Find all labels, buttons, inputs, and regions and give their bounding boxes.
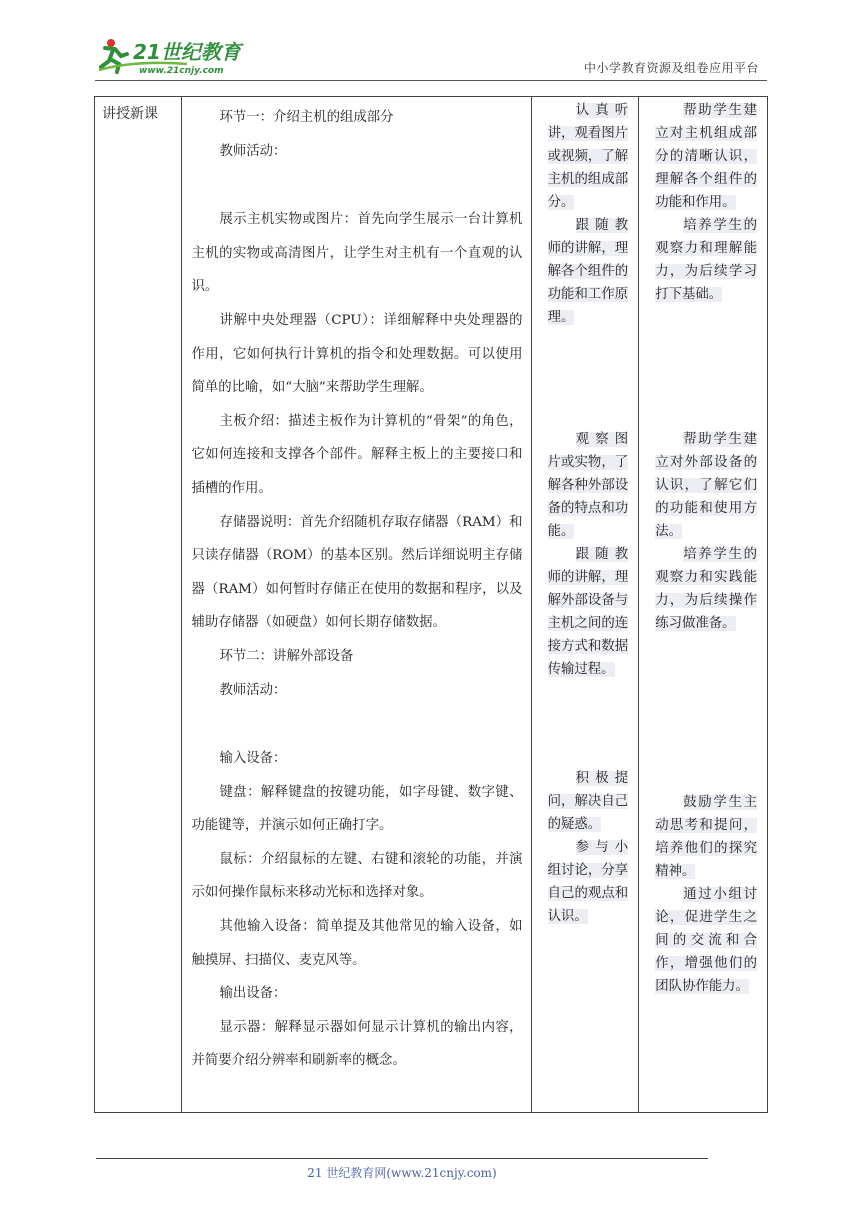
row-label-cell <box>95 97 182 1113</box>
page-header <box>95 34 767 81</box>
purpose-text: 帮助学生建立对外部设备的认识，了解它们的功能和使用方法。 <box>655 432 757 539</box>
student-text: 观察图片或实物，了解各种外部设备的特点和功能。 <box>547 432 629 539</box>
activity-label: 教师活动： <box>219 143 287 159</box>
teacher-paragraph: 讲解中央处理器（CPU）：详细解释中央处理器的作用，它如何执行计算机的指令和处理数据。可以使用简单的比喻，如“大脑”来帮助学生理解。 <box>191 312 523 396</box>
purpose-group <box>655 791 757 998</box>
footer-text: 21 世纪教育网(www.21cnjy.com) <box>307 1166 497 1180</box>
activity-label: 教师活动： <box>219 682 287 698</box>
purpose-text: 通过小组讨论，促进学生之间的交流和合作，增强他们的团队协作能力。 <box>655 887 757 994</box>
design-purpose-cell <box>639 97 768 1113</box>
teacher-paragraph: 输出设备： <box>219 986 287 1002</box>
row-label: 讲授新课 <box>102 106 158 122</box>
student-text: 跟随教师的讲解，理解外部设备与主机之间的连接方式和数据传输过程。 <box>547 547 629 677</box>
blank-line <box>192 707 523 742</box>
purpose-text: 帮助学生建立对主机组成部分的清晰认识，理解各个组件的功能和作用。 <box>655 103 757 210</box>
purpose-text: 培养学生的观察力和实践能力，为后续操作练习做准备。 <box>655 547 757 631</box>
student-activity-cell <box>531 97 639 1113</box>
teacher-paragraph: 输入设备： <box>219 751 287 767</box>
student-text: 认真听讲，观看图片或视频，了解主机的组成部分。 <box>547 103 629 210</box>
svg-text:www.21cnjy.com: www.21cnjy.com <box>139 66 224 76</box>
blank-line <box>192 168 523 203</box>
student-group <box>548 767 629 928</box>
teacher-paragraph: 存储器说明：首先介绍随机存取存储器（RAM）和只读存储器（ROM）的基本区别。然后详细说明主存储器（RAM）如何暂时存储正在使用的数据和程序，以及辅助存储器（如硬盘）如何长期存储数据。 <box>191 514 523 631</box>
table-row <box>95 97 768 1113</box>
teacher-paragraph: 键盘：解释键盘的按键功能，如字母键、数字键、功能键等，并演示如何正确打字。 <box>191 784 523 834</box>
student-text: 积极提问，解决自己的疑惑。 <box>547 771 629 832</box>
footer-divider <box>96 1158 708 1159</box>
teacher-paragraph: 鼠标：介绍鼠标的左键、右键和滚轮的功能，并演示如何操作鼠标来移动光标和选择对象。 <box>191 851 523 901</box>
purpose-group <box>655 99 757 306</box>
teacher-paragraph: 其他输入设备：简单提及其他常见的输入设备，如触摸屏、扫描仪、麦克风等。 <box>191 919 523 968</box>
student-text: 跟随教师的讲解，理解各个组件的功能和工作原理。 <box>547 218 629 325</box>
student-group <box>548 428 629 681</box>
student-text: 参与小组讨论，分享自己的观点和认识。 <box>547 840 629 924</box>
section-heading: 环节二：讲解外部设备 <box>219 648 354 664</box>
teacher-paragraph: 主板介绍：描述主板作为计算机的“骨架”的角色，它如何连接和支撑各个部件。解释主板上的主要接口和插槽的作用。 <box>191 413 523 496</box>
teacher-paragraph: 显示器：解释显示器如何显示计算机的输出内容，并简要介绍分辨率和刷新率的概念。 <box>191 1019 523 1069</box>
section-heading: 环节一：介绍主机的组成部分 <box>219 110 394 125</box>
svg-text:21世纪教育: 21世纪教育 <box>133 40 241 64</box>
lesson-plan-table <box>94 96 768 1113</box>
teacher-paragraph: 展示主机实物或图片：首先向学生展示一台计算机主机的实物或高清图片，让学生对主机有一个直观的认识。 <box>191 212 523 295</box>
site-logo <box>95 34 265 78</box>
student-group <box>548 99 629 329</box>
purpose-text: 培养学生的观察力和理解能力，为后续学习打下基础。 <box>655 218 757 302</box>
platform-title: 中小学教育资源及组卷应用平台 <box>583 61 759 75</box>
purpose-text: 鼓励学生主动思考和提问，培养他们的探究精神。 <box>655 795 757 879</box>
purpose-group <box>655 428 757 635</box>
teacher-activity-cell <box>181 97 531 1113</box>
